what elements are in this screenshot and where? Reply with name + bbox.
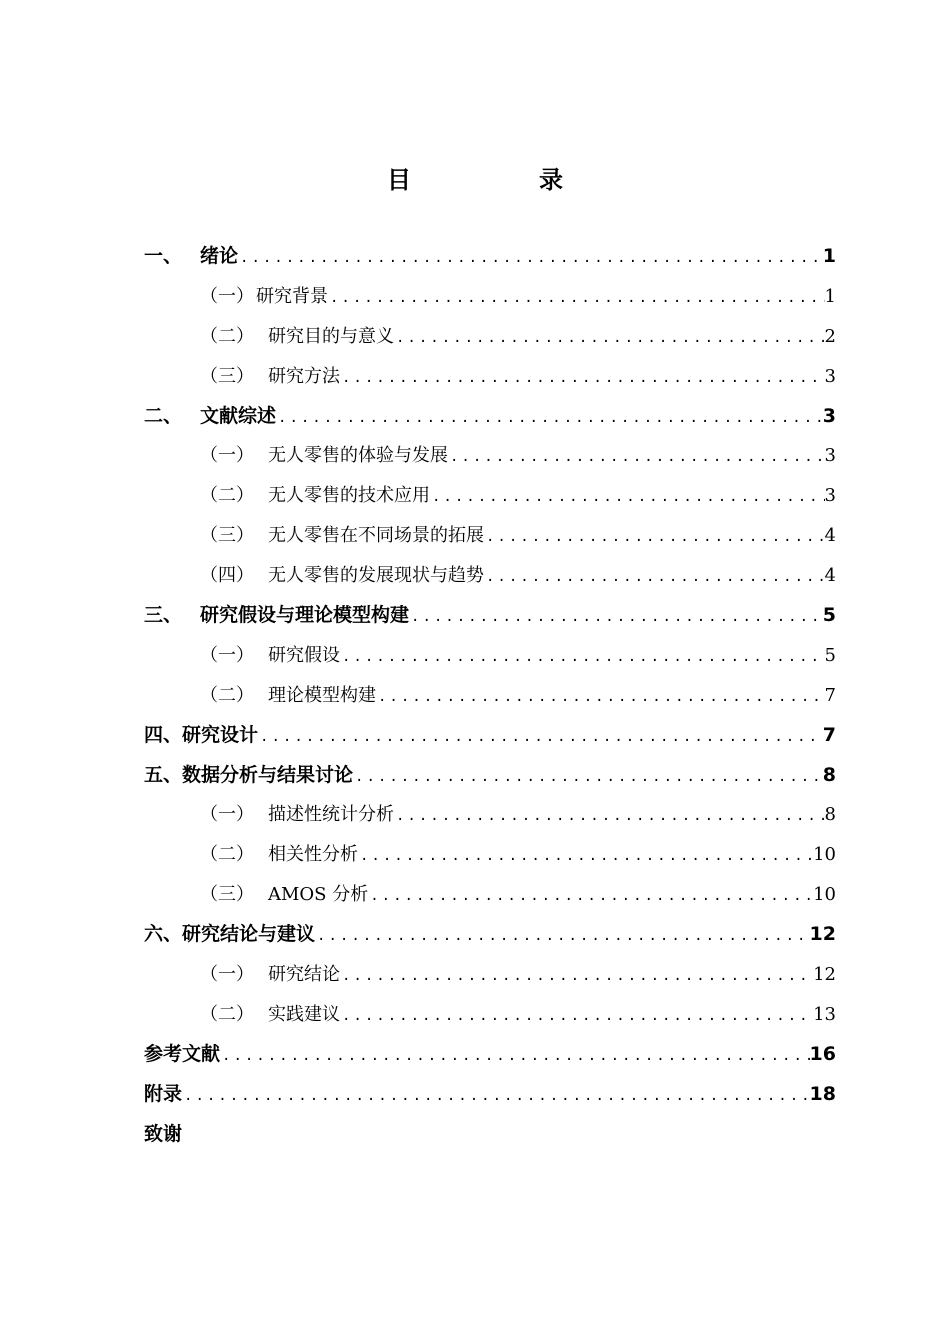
dot-leader	[448, 438, 825, 476]
toc-entry-label: 无人零售的体验与发展	[268, 445, 448, 467]
table-of-contents	[144, 237, 836, 1154]
toc-entry-number: （二）	[200, 684, 254, 706]
toc-entry-label: 绪论	[200, 245, 239, 267]
dot-leader	[328, 279, 825, 317]
dot-leader	[368, 877, 813, 915]
dot-leader	[258, 718, 823, 756]
toc-entry[interactable]	[144, 835, 836, 875]
toc-entry-page-number: 8	[822, 763, 836, 786]
toc-entry-number: （一）	[200, 445, 254, 467]
dot-leader	[340, 997, 813, 1035]
toc-entry[interactable]	[144, 596, 836, 636]
toc-entry-label: 无人零售的发展现状与趋势	[268, 565, 484, 587]
toc-entry-label: 研究设计	[182, 723, 259, 746]
toc-entry[interactable]	[144, 756, 836, 796]
toc-entry[interactable]	[144, 1035, 836, 1075]
dot-leader	[276, 399, 823, 437]
toc-entry-number: （四）	[200, 565, 254, 587]
toc-entry-number: 四、	[144, 723, 183, 746]
toc-entry-number: （三）	[200, 525, 254, 547]
toc-entry-page-number: 3	[824, 365, 836, 387]
toc-entry-label: 致谢	[144, 1122, 183, 1145]
toc-entry-number: （二）	[200, 485, 254, 507]
toc-entry-page-number: 4	[824, 565, 836, 587]
toc-entry-label: 研究结论	[268, 964, 340, 986]
toc-entry[interactable]	[144, 636, 836, 676]
toc-entry-page-number: 10	[813, 844, 836, 866]
toc-entry-number: （一）	[200, 644, 254, 666]
toc-entry-page-number: 3	[824, 485, 836, 507]
toc-entry-label: 研究假设	[268, 644, 340, 666]
toc-entry-page-number: 5	[822, 604, 836, 627]
toc-entry-label: 研究背景	[256, 285, 328, 307]
toc-entry[interactable]	[144, 237, 836, 277]
dot-leader	[358, 837, 813, 875]
dot-leader	[353, 758, 823, 796]
toc-entry-label: 相关性分析	[268, 844, 358, 866]
toc-entry[interactable]	[144, 317, 836, 357]
toc-entry[interactable]	[144, 516, 836, 556]
toc-entry-label: AMOS 分析	[268, 884, 369, 906]
toc-entry-page-number: 1	[822, 245, 836, 267]
dot-leader	[394, 797, 825, 835]
toc-entry-number: 六、	[144, 923, 183, 946]
toc-entry-page-number: 2	[824, 325, 836, 347]
toc-entry-page-number: 12	[813, 964, 836, 986]
toc-entry-number: 二、	[144, 404, 183, 427]
toc-entry-number: （一）	[200, 804, 254, 826]
toc-entry[interactable]	[144, 716, 836, 756]
dot-leader	[484, 558, 825, 596]
toc-entry-number: （二）	[200, 1003, 254, 1025]
toc-entry[interactable]	[144, 1075, 836, 1115]
toc-entry-number: （二）	[200, 325, 254, 347]
toc-entry-page-number: 10	[813, 884, 836, 906]
toc-entry-label: 描述性统计分析	[268, 804, 394, 826]
dot-leader	[376, 678, 825, 716]
toc-entry[interactable]	[144, 277, 836, 317]
toc-entry-page-number: 3	[824, 445, 836, 467]
dot-leader	[182, 1077, 810, 1115]
dot-leader	[220, 1037, 810, 1075]
toc-entry-label: 研究方法	[268, 365, 340, 387]
toc-entry-page-number: 7	[822, 723, 836, 746]
toc-entry[interactable]	[144, 795, 836, 835]
toc-entry-page-number: 3	[822, 404, 836, 427]
toc-entry-label: 研究结论与建议	[182, 923, 316, 946]
toc-entry[interactable]	[144, 955, 836, 995]
toc-entry-page-number: 16	[809, 1042, 836, 1065]
toc-entry-label: 研究假设与理论模型构建	[200, 604, 410, 627]
toc-entry-number: （一）	[200, 964, 254, 986]
toc-entry[interactable]	[144, 357, 836, 397]
toc-entry[interactable]	[144, 556, 836, 596]
toc-entry[interactable]	[144, 875, 836, 915]
dot-leader	[238, 239, 823, 277]
toc-entry-number: （三）	[200, 884, 254, 906]
dot-leader	[340, 359, 825, 397]
toc-entry-page-number: 7	[824, 684, 836, 706]
toc-entry-page-number: 18	[809, 1082, 836, 1105]
toc-entry-page-number: 5	[824, 644, 836, 666]
toc-entry-number: 三、	[144, 604, 183, 627]
toc-entry-number: （一）	[200, 285, 254, 307]
dot-leader	[484, 518, 825, 556]
toc-entry-label: 数据分析与结果讨论	[182, 763, 354, 786]
toc-entry[interactable]	[144, 436, 836, 476]
toc-title: 目 录	[387, 166, 615, 194]
toc-entry-label: 研究目的与意义	[268, 325, 394, 347]
toc-entry[interactable]	[144, 915, 836, 955]
dot-leader	[430, 478, 825, 516]
dot-leader	[409, 598, 823, 636]
toc-entry[interactable]	[144, 1115, 836, 1155]
toc-entry-label: 实践建议	[268, 1003, 340, 1025]
toc-entry-number: （三）	[200, 365, 254, 387]
toc-entry-label: 文献综述	[200, 404, 277, 427]
toc-entry[interactable]	[144, 676, 836, 716]
toc-entry-label: 无人零售在不同场景的拓展	[268, 525, 484, 547]
toc-entry-label: 参考文献	[144, 1042, 221, 1065]
toc-entry-number: 五、	[144, 763, 183, 786]
toc-entry-page-number: 12	[809, 923, 836, 946]
dot-leader	[315, 917, 810, 955]
toc-entry-number: 一、	[144, 245, 183, 267]
toc-entry-label: 附录	[144, 1082, 183, 1105]
toc-entry[interactable]	[144, 995, 836, 1035]
toc-entry-page-number: 1	[824, 285, 836, 307]
toc-entry-label: 无人零售的技术应用	[268, 485, 430, 507]
toc-entry[interactable]	[144, 397, 836, 437]
toc-entry-page-number: 8	[824, 804, 836, 826]
toc-entry[interactable]	[144, 476, 836, 516]
dot-leader	[340, 638, 825, 676]
toc-entry-number: （二）	[200, 844, 254, 866]
toc-entry-page-number: 4	[824, 525, 836, 547]
toc-entry-page-number: 13	[813, 1003, 836, 1025]
toc-entry-label: 理论模型构建	[268, 684, 376, 706]
dot-leader	[340, 957, 813, 995]
dot-leader	[394, 319, 825, 357]
